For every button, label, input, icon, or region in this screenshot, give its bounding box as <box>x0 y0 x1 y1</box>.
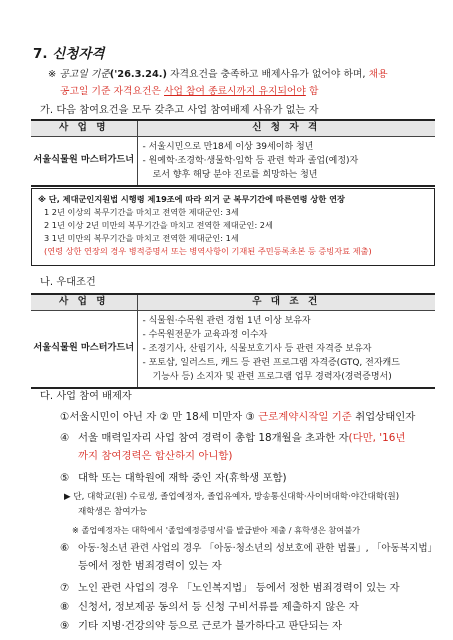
list-item <box>60 429 440 448</box>
qualification-cell <box>137 136 435 186</box>
preference-table <box>31 293 435 389</box>
preference-cell <box>137 310 435 388</box>
list-item <box>60 598 440 617</box>
military-box-line: 3 1년 미만의 복무기간을 마치고 전역한 제대군인: 1세 <box>44 233 239 243</box>
notice-mark: ※ <box>48 69 57 80</box>
list-item <box>60 469 440 488</box>
qualification-line: - 서울시민으로 만18세 이상 39세이하 청년 <box>142 141 314 152</box>
table-row <box>31 310 435 388</box>
preference-line: - 포토샵, 일러스트, 캐드 등 관련 프로그램 자격증(GTQ, 전자캐드 <box>142 357 400 368</box>
item-number: ⑨ <box>60 620 70 632</box>
military-box-note: (연령 상한 연장의 경우 병적증명서 또는 병역사항이 기재된 주민등록초본 등 증빙자료 제출) <box>44 246 372 256</box>
table-header-preference: 우 대 조 건 <box>137 294 435 310</box>
notice-date: ('26.3.24.) <box>109 69 167 80</box>
section-number: 7. <box>33 46 48 62</box>
item-number: ③ <box>245 411 255 423</box>
military-box-line: 2 1년 이상 2년 미만의 복무기간을 마치고 전역한 제대군인: 2세 <box>44 220 273 230</box>
item6-continuation: 등에서 정한 범죄경력이 있는 자 <box>78 560 222 572</box>
part-ga-heading: 가. 다음 참여요건을 모두 갖추고 사업 참여배제 사유가 없는 자 <box>40 105 319 116</box>
notice-prefix: 공고일 기준 <box>59 69 110 80</box>
section-title-text: 신청자격 <box>52 46 105 62</box>
item-text-red: 근로계약시작일 기준 <box>254 411 352 423</box>
notice-line2-underlined: 사업 참여 종료시까지 유지되어야 <box>164 86 306 97</box>
item-number: ④ <box>60 432 70 444</box>
table-header-row <box>31 294 435 310</box>
preference-line: - 식물원·수목원 관련 경험 1년 이상 보유자 <box>142 315 311 326</box>
item-text-red: (다만, '16년 <box>348 432 406 444</box>
item-text: 기타 지병·건강의약 등으로 근로가 불가하다고 판단되는 자 <box>78 620 343 632</box>
item-number: ⑥ <box>60 542 70 554</box>
notice-red-tail: 채용 <box>368 69 388 80</box>
item-number: ② <box>159 411 169 423</box>
qualification-line: 로서 향후 해당 분야 진로를 희망하는 청년 <box>152 169 318 180</box>
item5-note: ▶ 단, 대학교(원) 수료생, 졸업예정자, 졸업유예자, 방송통신대학·사이버대학·야간대학(원) <box>64 492 400 502</box>
item-number: ⑧ <box>60 601 70 613</box>
notice-line2-red: 공고일 기준 자격요건은 <box>60 86 161 97</box>
military-box-line: 1 2년 이상의 복무기간을 마치고 전역한 제대군인: 3세 <box>44 207 239 217</box>
section-title <box>33 45 104 63</box>
notice-line2-end: 함 <box>305 86 319 97</box>
list-item <box>60 579 440 598</box>
table-row <box>31 136 435 186</box>
item-text: 서울시민이 아닌 자 <box>69 411 160 423</box>
item-number: ① <box>60 411 70 423</box>
preference-line: - 수목원전문가 교육과정 이수자 <box>142 329 268 340</box>
list-item <box>60 539 440 558</box>
item-text: 만 18세 미만자 <box>168 411 246 423</box>
table-header-business: 사 업 명 <box>31 294 137 310</box>
list-item <box>60 617 440 636</box>
qualification-table <box>31 119 435 187</box>
part-na-heading: 나. 우대조건 <box>40 277 96 288</box>
item5-note-3: ※ 졸업예정자는 대학에서 '졸업예정증명서'를 발급받아 제출 / 휴학생은 참여불가 <box>72 525 361 535</box>
item-number: ⑦ <box>60 582 70 594</box>
item-text: 신청서, 정보제공 동의서 등 신청 구비서류를 제출하지 않은 자 <box>78 601 359 613</box>
notice <box>48 66 428 100</box>
item-text: 취업상태인자 <box>351 411 416 423</box>
item-text: 노인 관련 사업의 경우 「노인복지법」 등에서 정한 범죄경력이 있는 자 <box>78 582 400 594</box>
notice-rest: 자격요건을 충족하고 배제사유가 없어야 하며, <box>166 69 366 80</box>
item-number: ⑤ <box>60 472 70 484</box>
item5-note-2: 재학생은 참여가능 <box>78 507 148 517</box>
item-text: 대학 또는 대학원에 재학 중인 자(휴학생 포함) <box>78 472 287 484</box>
business-name: 서울식물원 마스터가드너 <box>33 342 135 354</box>
qualification-line: - 원예학·조경학·생물학·임학 등 관련 학과 졸업(예정)자 <box>142 155 359 166</box>
military-extension-box <box>31 188 435 266</box>
item4-continuation: 까지 참여경력은 합산하지 아니함) <box>78 450 233 462</box>
part-da-heading: 다. 사업 참여 배제자 <box>40 391 132 402</box>
business-name: 서울식물원 마스터가드너 <box>33 154 135 166</box>
table-header-business: 사 업 명 <box>31 120 137 136</box>
table-header-row <box>31 120 435 136</box>
item-text: 아동·청소년 관련 사업의 경우 「아동·청소년의 성보호에 관한 법률」, 「아동복지법」 <box>78 543 438 554</box>
table-header-qualification: 신 청 자 격 <box>137 120 435 136</box>
item-text: 서울 매력일자리 사업 참여 경력이 총합 18개월을 초과한 자 <box>78 432 349 444</box>
list-item <box>60 408 440 427</box>
preference-line: - 조경기사, 산림기사, 식물보호기사 등 관련 자격증 보유자 <box>142 343 372 354</box>
military-box-header: ※ 단, 제대군인지원법 시행령 제19조에 따라 의거 군 복무기간에 따른연령 상한 연장 <box>38 194 345 204</box>
preference-line: 기능사 등) 소지자 및 관련 프로그램 업무 경력자(경력증명서) <box>152 371 392 382</box>
